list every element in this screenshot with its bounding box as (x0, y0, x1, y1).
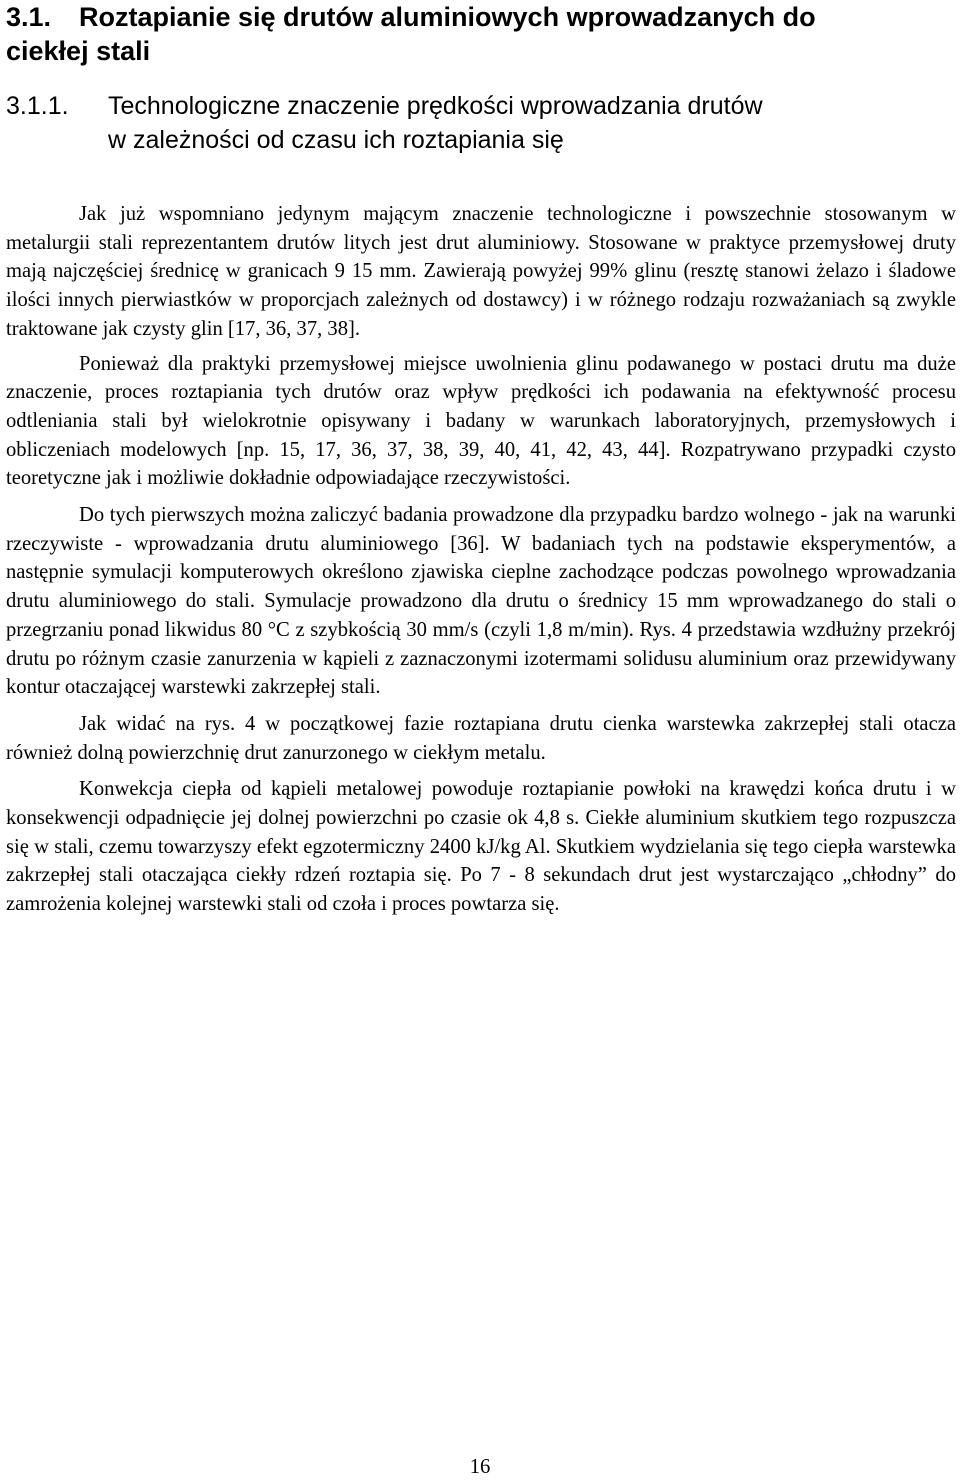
section-heading (6, 0, 956, 68)
subsection-title-line1: Technologiczne znaczenie prędkości wprowadzania drutów (108, 92, 763, 120)
subsection-number: 3.1.1. (6, 92, 69, 120)
paragraph: Konwekcja ciepła od kąpieli metalowej powoduje roztapianie powłoki na krawędzi końca drutu i w konsekwencji odpadnięcie jej dolnej powierzchni po czasie ok 4,8 s. Ciekłe aluminium skutkiem tego rozpuszcza się w stali, czemu towarzyszy efekt egzotermiczny 2400 kJ/kg Al. Skutkiem wydzielania się tego ciepła warstewka zakrzepłej stali otaczająca ciekły rdzeń roztapia się. Po 7 - 8 sekundach drut jest wystarczająco „chłodny” do zamrożenia kolejnej warstewki stali od czoła i proces powtarza się. (6, 778, 956, 916)
body-text (6, 200, 956, 927)
section-title-line2: ciekłej stali (6, 36, 151, 66)
subsection-heading (6, 89, 956, 157)
paragraph: Jak widać na rys. 4 w początkowej fazie roztapiana drutu cienka warstewka zakrzepłej stali otacza również dolną powierzchnię drut zanurzonego w ciekłym metalu. (6, 712, 956, 764)
subsection-title-line2: w zależności od czasu ich roztapiania się (108, 126, 564, 154)
section-number: 3.1. (6, 2, 52, 32)
section-title-line1: Roztapianie się drutów aluminiowych wprowadzanych do (79, 2, 816, 32)
paragraph: Jak już wspomniano jedynym mającym znaczenie technologiczne i powszechnie stosowanym w metalurgii stali reprezentantem drutów litych jest drut aluminiowy. Stosowane w praktyce przemysłowej druty mają najczęściej średnicę w granicach 9 15 mm. Zawierają powyżej 99% glinu (resztę stanowi żelazo i śladowe ilości innych pierwiastków w proporcjach zależnych od dostawcy) i w różnego rodzaju rozważaniach są zwykle traktowane jak czysty glin [17, 36, 37, 38]. (6, 203, 956, 340)
page-number: 16 (469, 1456, 491, 1478)
paragraph: Ponieważ dla praktyki przemysłowej miejsce uwolnienia glinu podawanego w postaci drutu ma duże znaczenie, proces roztapiania tych drutów oraz wpływ prędkości ich podawania na efektywność procesu odtleniania stali był wielokrotnie opisywany i badany w warunkach laboratoryjnych, przemysłowych i obliczeniach modelowych [np. 15, 17, 36, 37, 38, 39, 40, 41, 42, 43, 44]. Rozpatrywano przypadki czysto teoretyczne jak i możliwie dokładnie odpowiadające rzeczywistości. (6, 352, 956, 490)
paragraph: Do tych pierwszych można zaliczyć badania prowadzone dla przypadku bardzo wolnego - jak na warunki rzeczywiste - wprowadzania drutu aluminiowego [36]. W badaniach tych na podstawie eksperymentów, a następnie symulacji komputerowych określono zjawiska cieplne zachodzące podczas powolnego wprowadzania drutu aluminiowego do stali. Symulacje prowadzono dla drutu o średnicy 15 mm wprowadzanego do stali o przegrzaniu ponad likwidus 80 °C z szybkością 30 mm/s (czyli 1,8 m/min). Rys. 4 przedstawia wzdłużny przekrój drutu po różnym czasie zanurzenia w kąpieli z zaznaczonymi izotermami solidusu aluminium oraz przewidywany kontur otaczającej warstewki zakrzepłej stali. (6, 504, 956, 699)
